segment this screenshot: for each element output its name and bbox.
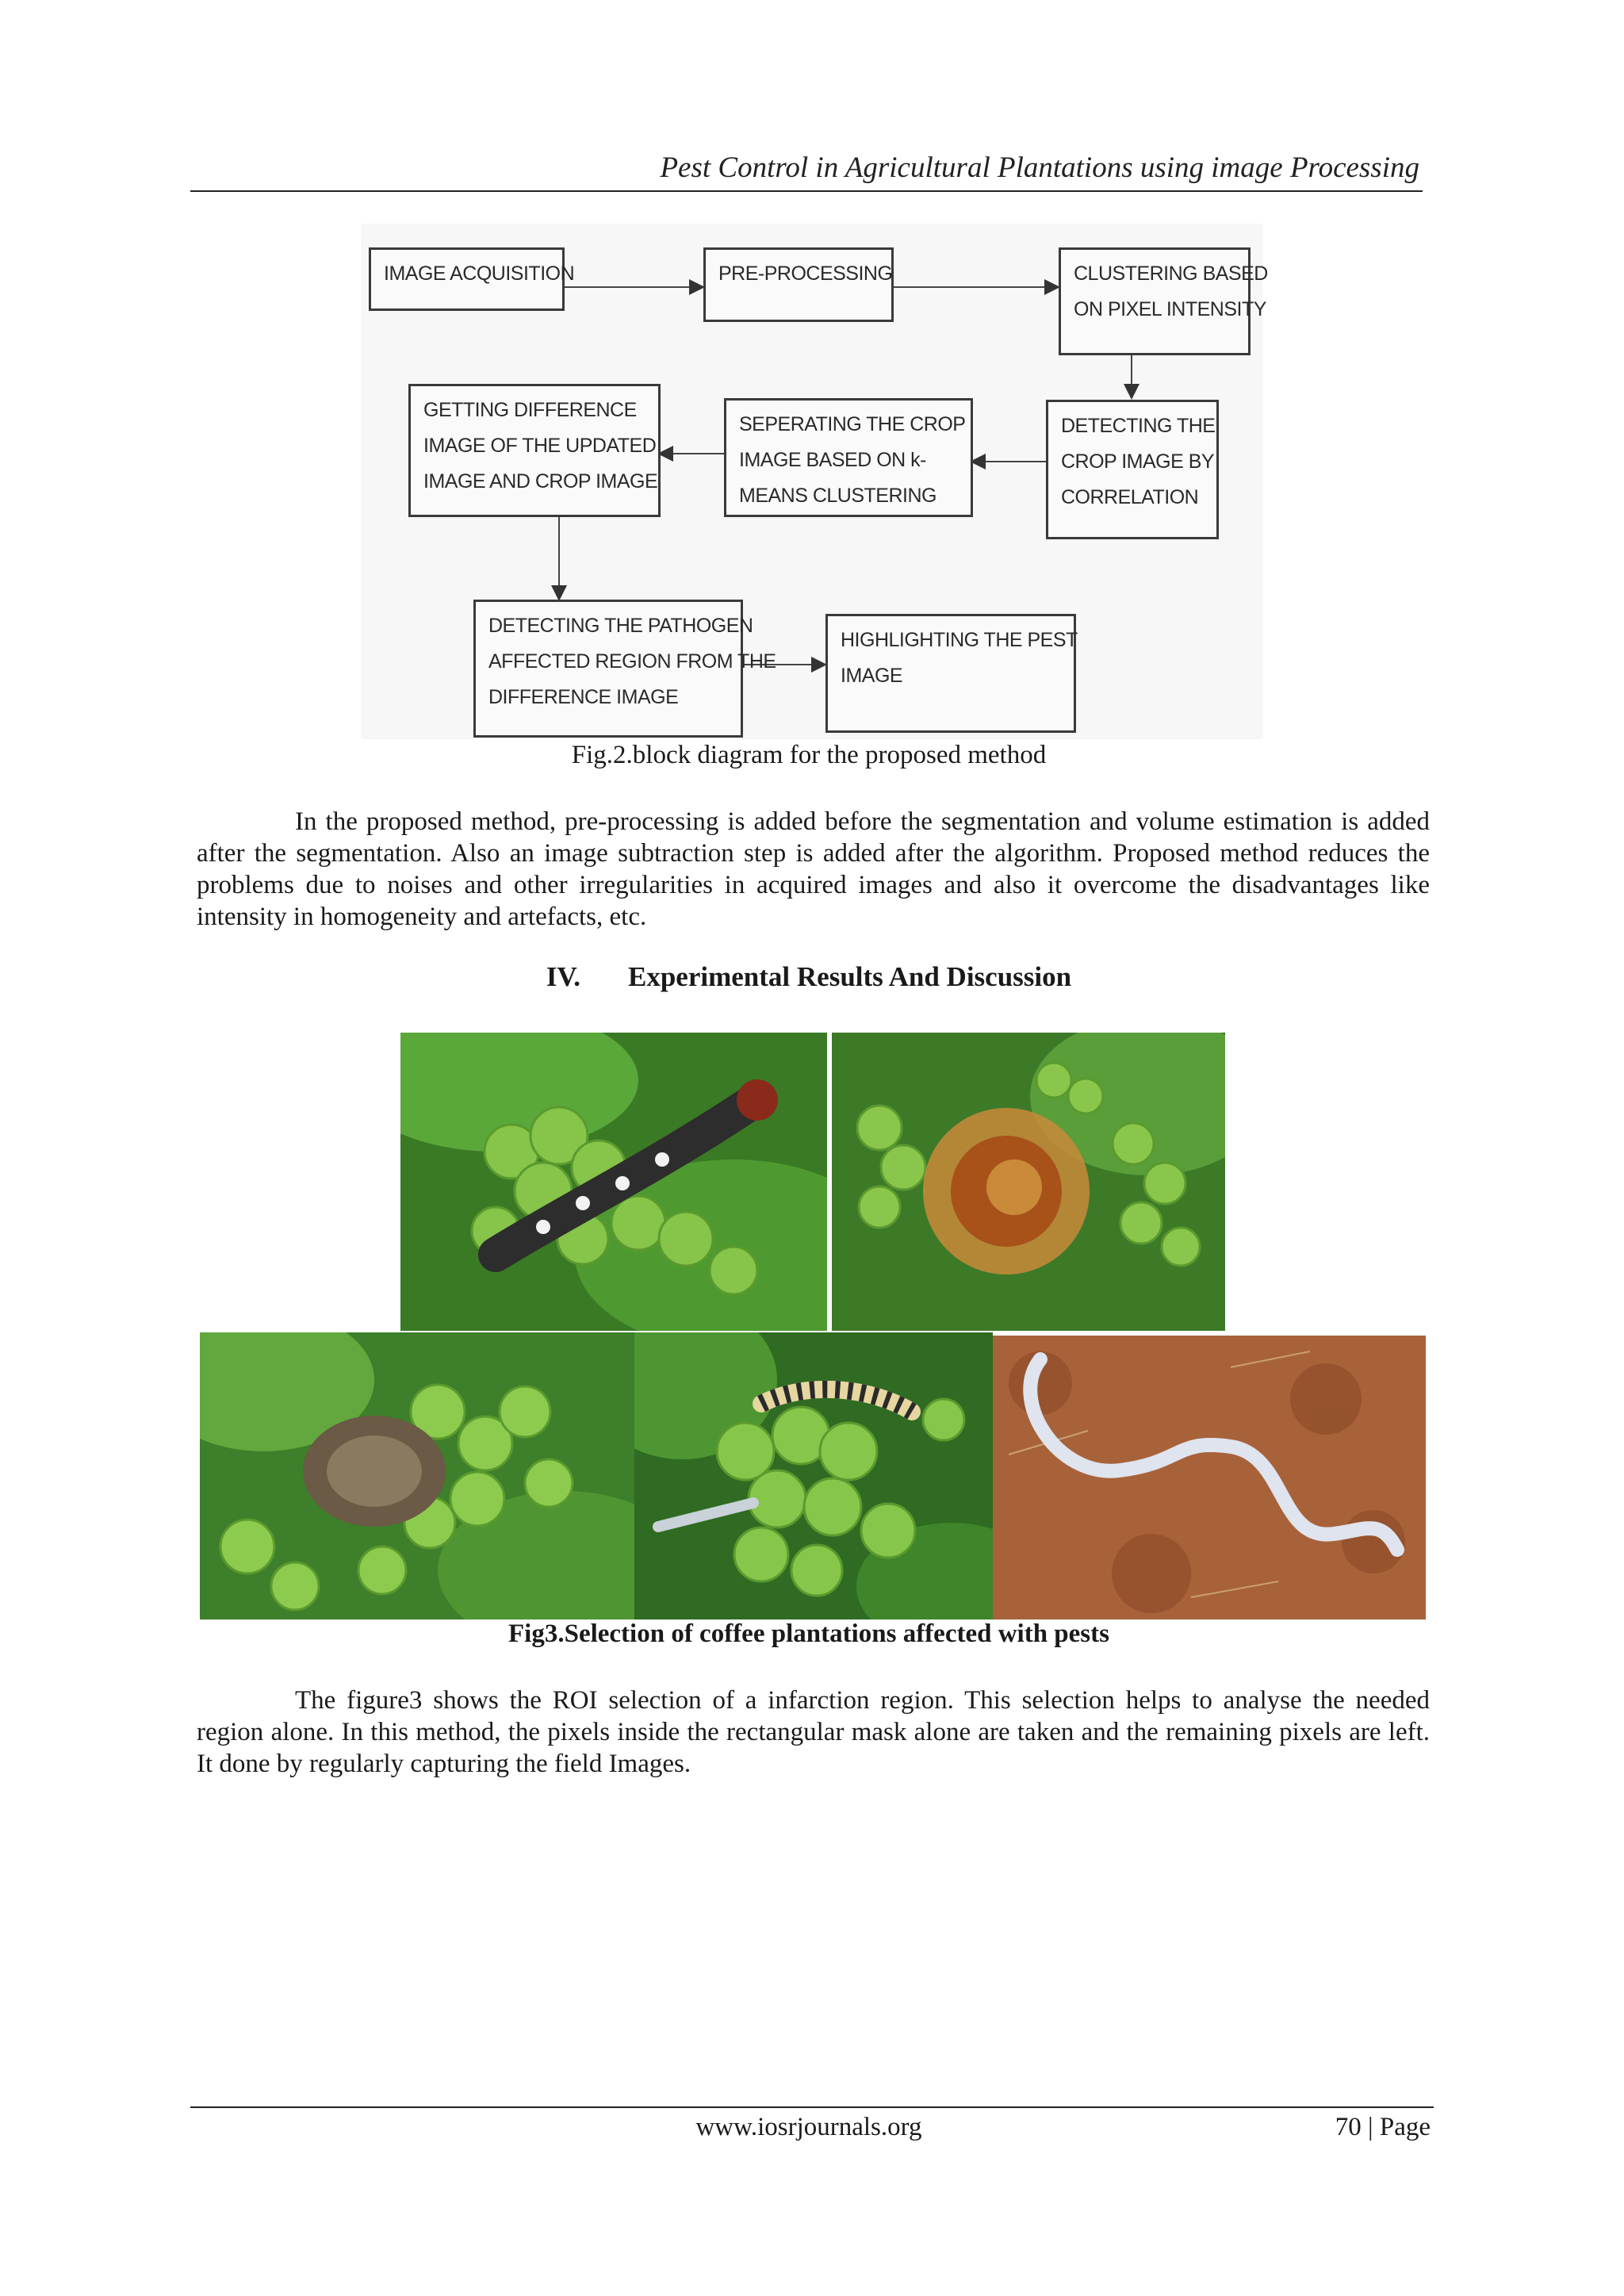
box-clustering: CLUSTERING BASED ON PIXEL INTENSITY	[1059, 247, 1251, 355]
block-diagram	[361, 224, 1268, 739]
box-pre-processing: PRE-PROCESSING	[703, 247, 894, 322]
box-separating-crop: SEPERATING THE CROP IMAGE BASED ON k- MEANS CLUSTERING	[724, 398, 973, 517]
header-rule	[190, 190, 1423, 192]
photo-hairy-caterpillar-on-coffee-berries	[832, 1033, 1225, 1331]
box-detecting-crop: DETECTING THE CROP IMAGE BY CORRELATION	[1046, 400, 1219, 539]
photo-caterpillar-on-coffee-berries	[400, 1033, 827, 1331]
paragraph-roi-selection: The figure3 shows the ROI selection of a infarction region. This selection helps to analyse the needed region alone. In this method, the pixels inside the rectangular mask alone are taken and the remaining pixels are left. It done by regularly capturing the field Images.	[197, 1686, 1430, 1778]
photo-white-worm-on-soil	[993, 1336, 1426, 1619]
box-detecting-pathogen: DETECTING THE PATHOGEN AFFECTED REGION FROM THE DIFFERENCE IMAGE	[473, 600, 743, 738]
footer-url: www.iosrjournals.org	[695, 2113, 922, 2141]
photo-striped-caterpillars-on-coffee-berries	[634, 1332, 993, 1619]
footer-rule	[190, 2106, 1434, 2108]
photo-spiny-caterpillar-on-coffee-berries	[200, 1332, 634, 1619]
page-number: 70 | Page	[1335, 2113, 1431, 2141]
box-highlighting-pest: HIGHLIGHTING THE PEST IMAGE	[825, 614, 1076, 733]
box-image-acquisition: IMAGE ACQUISITION	[369, 247, 565, 311]
figure-3-caption: Fig3.Selection of coffee plantations affected with pests	[508, 1619, 1109, 1648]
running-title: Pest Control in Agricultural Plantations using image Processing	[660, 151, 1419, 184]
figure-2-caption: Fig.2.block diagram for the proposed method	[571, 741, 1047, 769]
section-heading: IV. Experimental Results And Discussion	[546, 961, 1072, 992]
box-difference-image: GETTING DIFFERENCE IMAGE OF THE UPDATED IMAGE AND CROP IMAGE	[408, 384, 661, 517]
paragraph-proposed-method: In the proposed method, pre-processing is added before the segmentation and volume estimation is added after the segmentation. Also an image subtraction step is added after the algorithm. Proposed method reduces the problems due to noises and other irregularities in acquired images and also it overcome the disadvantages like intensity in homogeneity and artefacts, etc.	[197, 807, 1430, 931]
